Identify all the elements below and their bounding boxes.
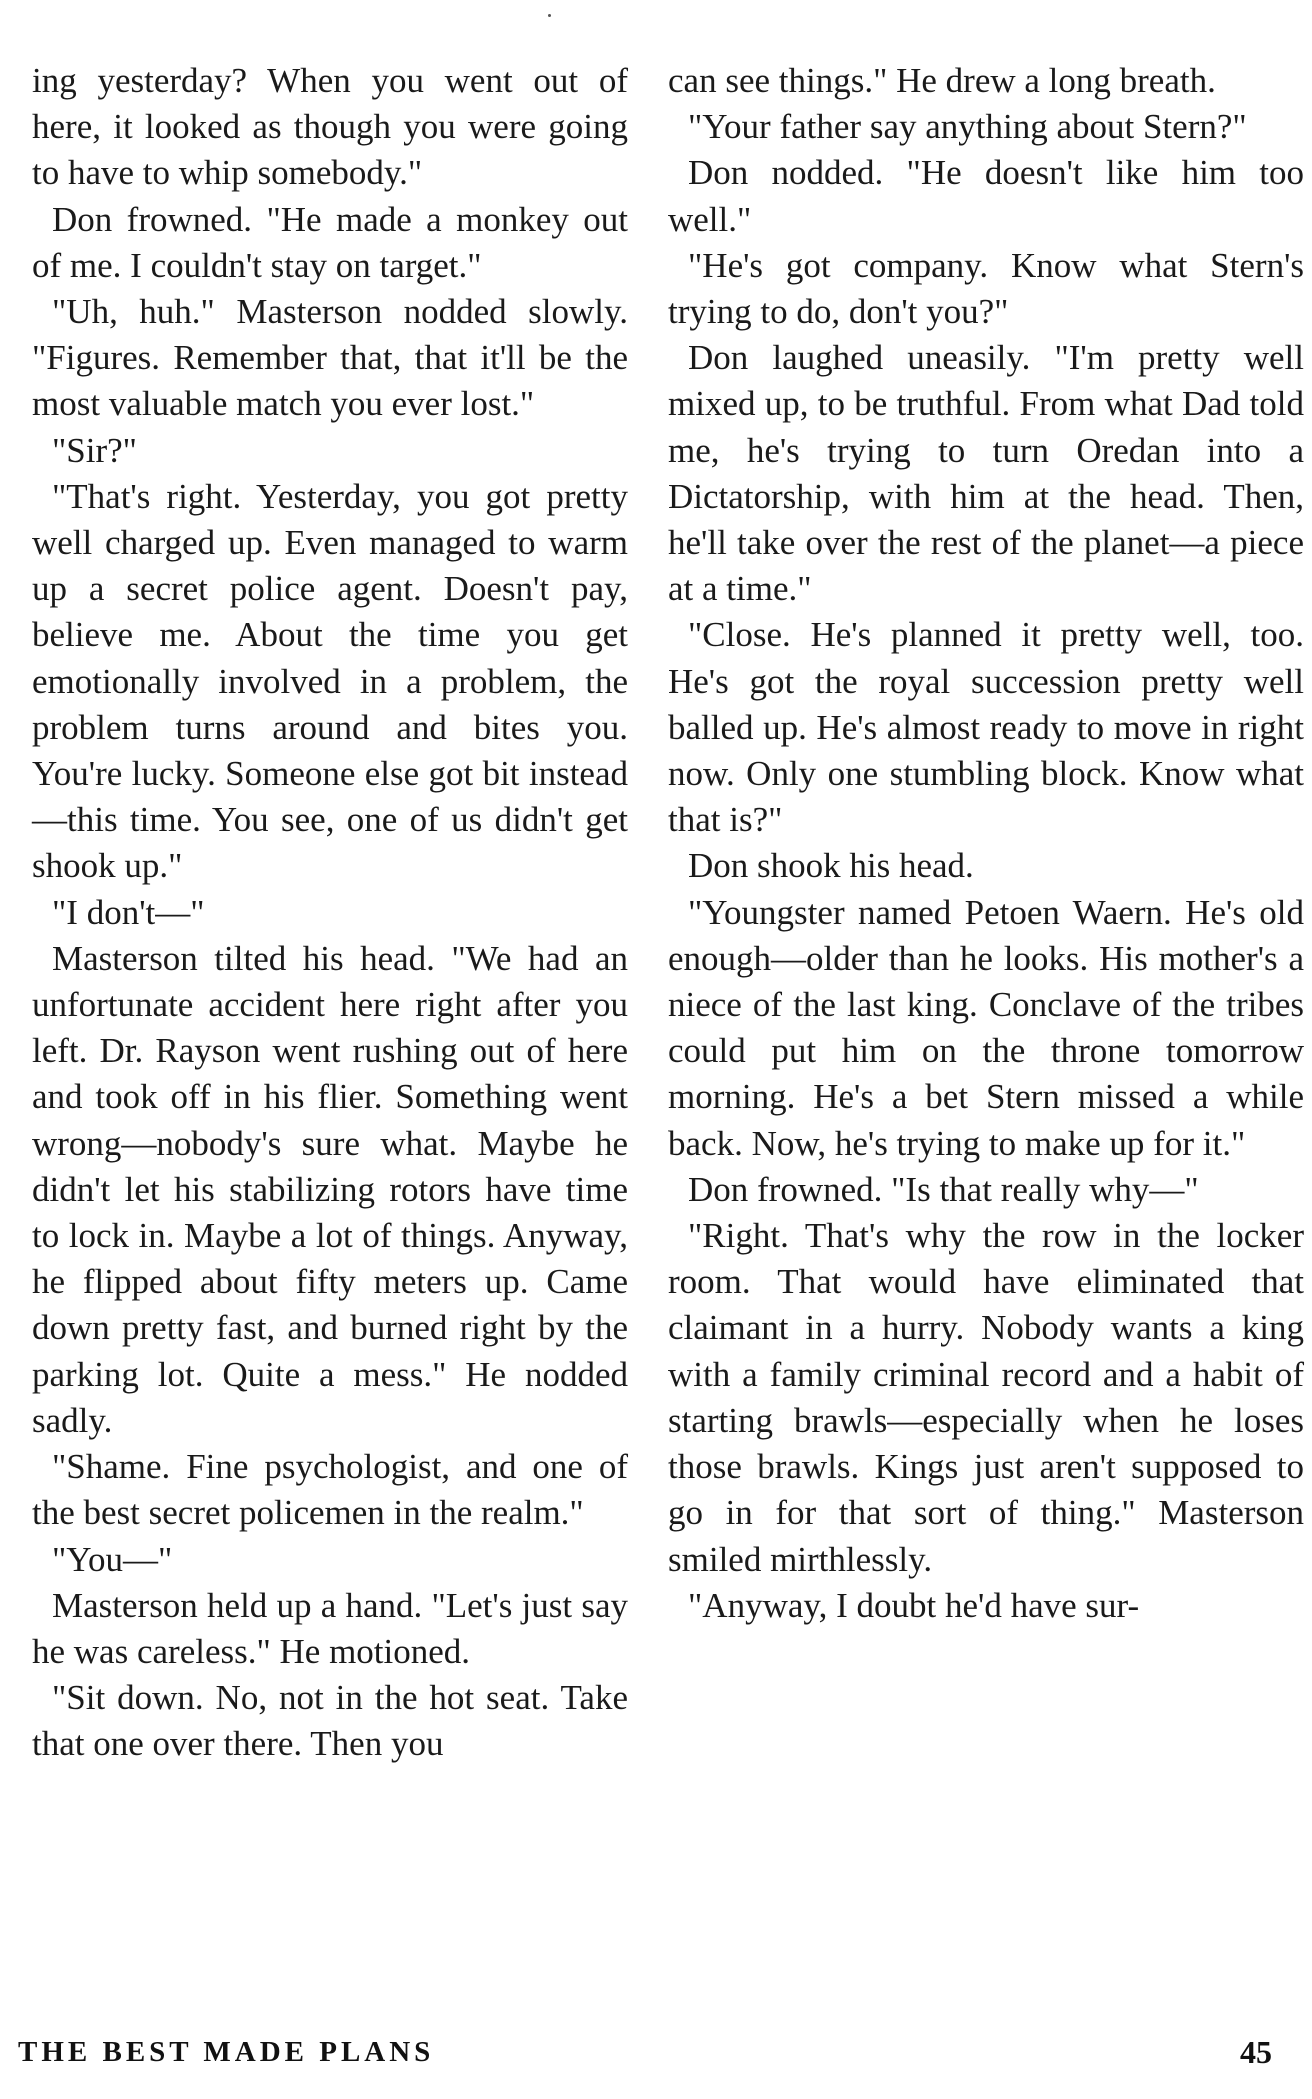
paragraph: "I don't—" xyxy=(52,892,205,932)
paragraph: "Sir?" xyxy=(52,430,137,470)
paragraph: "Uh, huh." Masterson nodded slowly. "Figures. Remember that, that it'll be the most valuable match you ever lost." xyxy=(32,292,628,424)
paragraph: "Anyway, I doubt he'd have sur- xyxy=(688,1585,1140,1625)
paragraph: Don laughed uneasily. "I'm pretty well mixed up, to be truthful. From what Dad told me, he's trying to turn Oredan into a Dictatorship, with him at the head. Then, he'll take over the rest of the planet—a piece at a time." xyxy=(668,338,1304,609)
left-column xyxy=(32,58,628,1768)
paragraph: "Right. That's why the row in the locker room. That would have eliminated that claimant in a hurry. Nobody wants a king with a family criminal record and a habit of starting brawls—especially when he loses those brawls. Kings just aren't supposed to go in for that sort of thing." Masterson smiled mirthlessly. xyxy=(668,1216,1304,1579)
print-speck xyxy=(548,14,551,17)
paragraph: Masterson tilted his head. "We had an unfortunate accident here right after you left. Dr. Rayson went rushing out of here and took off in his flier. Something went wrong—nobody's sure what. Maybe he didn't let his stabilizing rotors have time to lock in. Maybe a lot of things. Anyway, he flipped about fifty meters up. Came down pretty fast, and burned right by the parking lot. Quite a mess." He nodded sadly. xyxy=(32,938,628,1440)
running-title: THE BEST MADE PLANS xyxy=(18,2036,435,2068)
paragraph: Don frowned. "He made a monkey out of me. I couldn't stay on target." xyxy=(32,199,628,285)
page-number: 45 xyxy=(1240,2034,1272,2070)
paragraph: Masterson held up a hand. "Let's just say he was careless." He motioned. xyxy=(32,1585,628,1671)
paragraph: Don frowned. "Is that really why—" xyxy=(688,1169,1199,1209)
paragraph: "Close. He's planned it pretty well, too. He's got the royal succession pretty well balled up. He's almost ready to move in right now. Only one stumbling block. Know what that is?" xyxy=(668,615,1304,840)
right-column xyxy=(668,58,1304,1629)
paragraph: Don shook his head. xyxy=(688,846,974,886)
page-footer xyxy=(0,2036,1312,2076)
paragraph: Don nodded. "He doesn't like him too well." xyxy=(668,153,1304,239)
paragraph: ing yesterday? When you went out of here, it looked as though you were going to have to whip somebody." xyxy=(32,61,628,193)
paragraph: "Youngster named Petoen Waern. He's old enough—older than he looks. His mother's a niece of the last king. Conclave of the tribes could put him on the throne tomorrow morning. He's a bet Stern missed a while back. Now, he's trying to make up for it." xyxy=(668,892,1304,1163)
paragraph: "Sit down. No, not in the hot seat. Take that one over there. Then you xyxy=(32,1678,628,1764)
paragraph: can see things." He drew a long breath. xyxy=(668,61,1216,100)
paragraph: "That's right. Yesterday, you got pretty well charged up. Even managed to warm up a secret police agent. Doesn't pay, believe me. About the time you get emotionally involved in a problem, the problem turns around and bites you. You're lucky. Someone else got bit instead—this time. You see, one of us didn't get shook up." xyxy=(32,476,628,886)
paragraph: "Shame. Fine psychologist, and one of the best secret policemen in the realm." xyxy=(32,1447,628,1533)
paragraph: "He's got company. Know what Stern's trying to do, don't you?" xyxy=(668,245,1304,332)
paragraph: "You—" xyxy=(52,1539,173,1579)
paragraph: "Your father say anything about Stern?" xyxy=(688,107,1247,147)
